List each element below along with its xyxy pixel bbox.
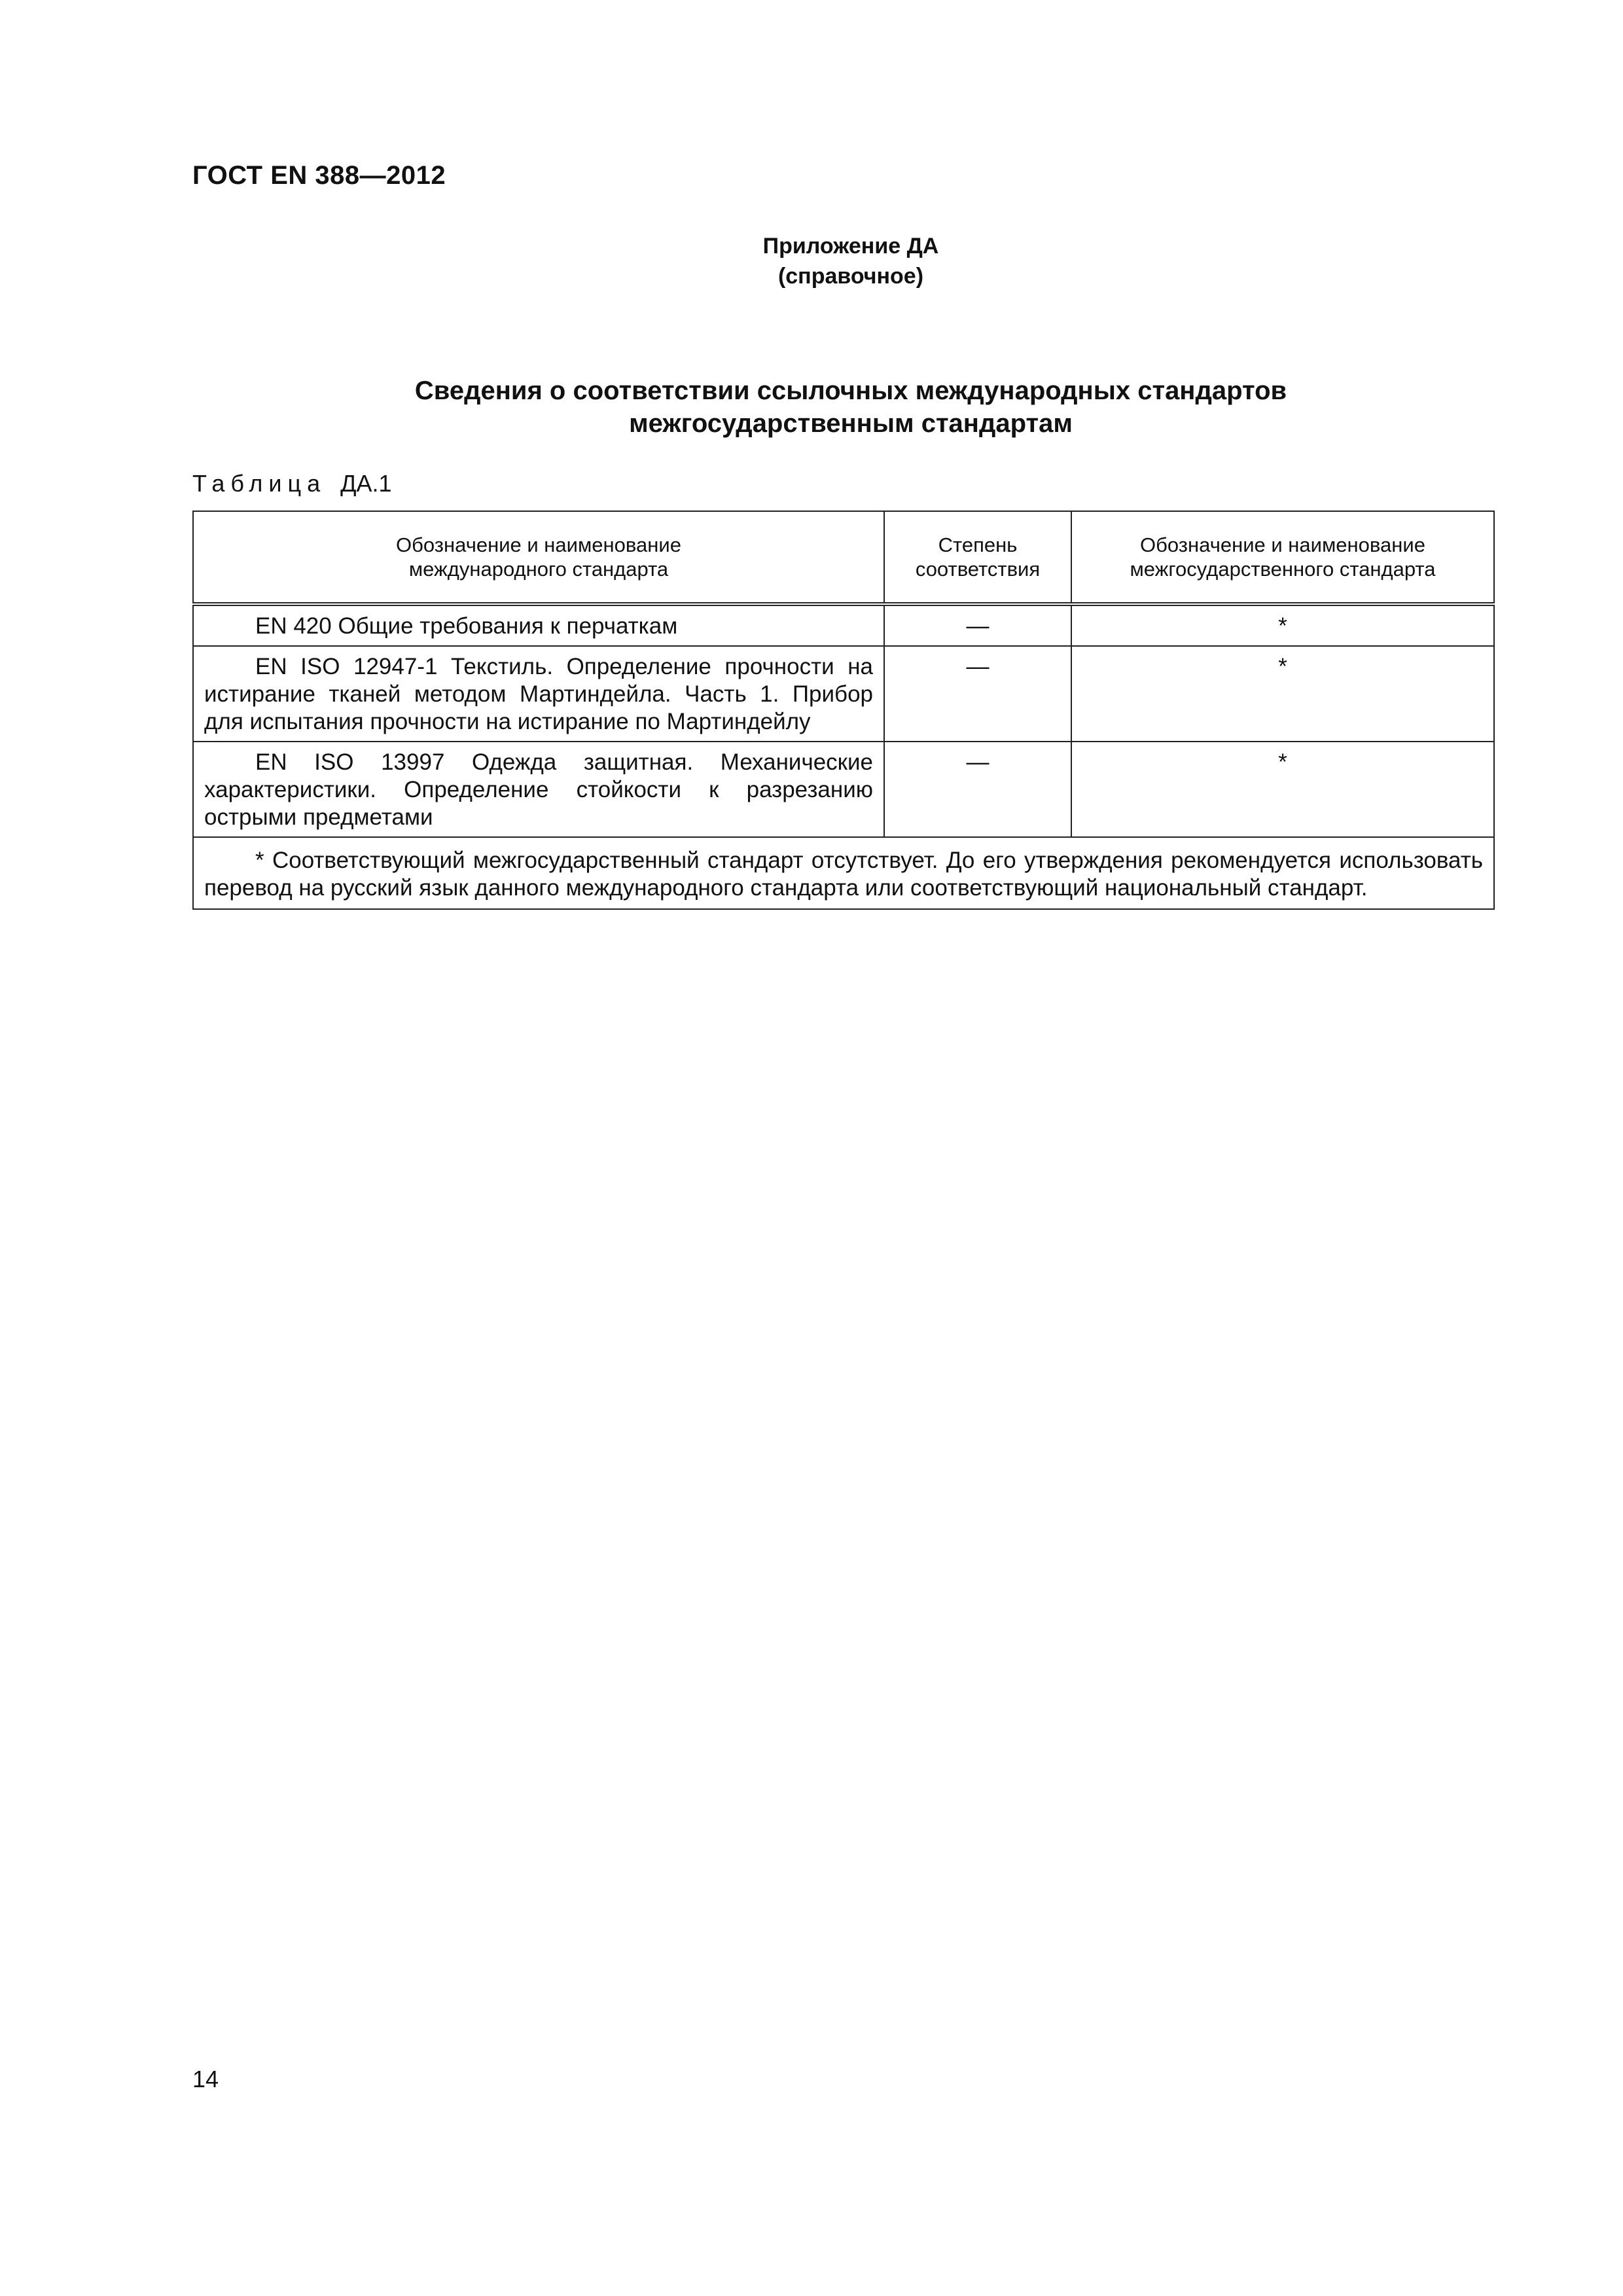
- table-row: [193, 604, 1494, 646]
- interstate-standard-cell: *: [1071, 742, 1494, 837]
- page-number: 14: [192, 2066, 219, 2092]
- annex-kind: (справочное): [777, 264, 924, 289]
- header-international-standard: [193, 511, 884, 604]
- header-international-line-1: Обозначение и наименование: [396, 533, 681, 556]
- header-degree-line-2: соответствия: [915, 558, 1041, 581]
- degree-cell: —: [884, 646, 1071, 742]
- section-title-line-1: Сведения о соответствии ссылочных международных стандартов: [414, 376, 1287, 405]
- table-row: [193, 742, 1494, 837]
- table-caption-label: Таблица: [192, 470, 327, 497]
- table-caption-number: ДА.1: [340, 470, 392, 497]
- table-caption: [192, 470, 392, 497]
- section-title: [196, 374, 1505, 440]
- degree-cell: —: [884, 604, 1071, 646]
- correspondence-table: [192, 511, 1495, 910]
- header-degree-of-correspondence: [884, 511, 1071, 604]
- table-footnote: * Соответствующий межгосударственный стандарт отсутствует. До его утверждения рекомендуется использовать перевод на русский язык данного международного стандарта или соответствующий национальный стандарт.: [193, 837, 1494, 909]
- international-standard-cell: EN 420 Общие требования к перчаткам: [193, 604, 884, 646]
- document-id: ГОСТ EN 388—2012: [192, 161, 446, 190]
- table-header-row: [193, 511, 1494, 604]
- table-footnote-row: [193, 837, 1494, 909]
- header-interstate-standard: [1071, 511, 1494, 604]
- header-international-line-2: международного стандарта: [408, 558, 669, 581]
- interstate-standard-cell: *: [1071, 604, 1494, 646]
- international-standard-cell: EN ISO 12947-1 Текстиль. Определение прочности на истирание тканей методом Мартиндейла. Часть 1. Прибор для испытания прочности на истирание по Мартиндейлу: [193, 646, 884, 742]
- interstate-standard-cell: *: [1071, 646, 1494, 742]
- international-standard-cell: EN ISO 13997 Одежда защитная. Механические характеристики. Определение стойкости к разрезанию острыми предметами: [193, 742, 884, 837]
- table-row: [193, 646, 1494, 742]
- header-interstate-line-1: Обозначение и наименование: [1140, 533, 1425, 556]
- annex-title: Приложение ДА: [762, 234, 939, 259]
- header-degree-line-1: Степень: [938, 533, 1018, 556]
- degree-cell: —: [884, 742, 1071, 837]
- header-interstate-line-2: межгосударственного стандарта: [1130, 558, 1436, 581]
- section-title-line-2: межгосударственным стандартам: [629, 409, 1073, 438]
